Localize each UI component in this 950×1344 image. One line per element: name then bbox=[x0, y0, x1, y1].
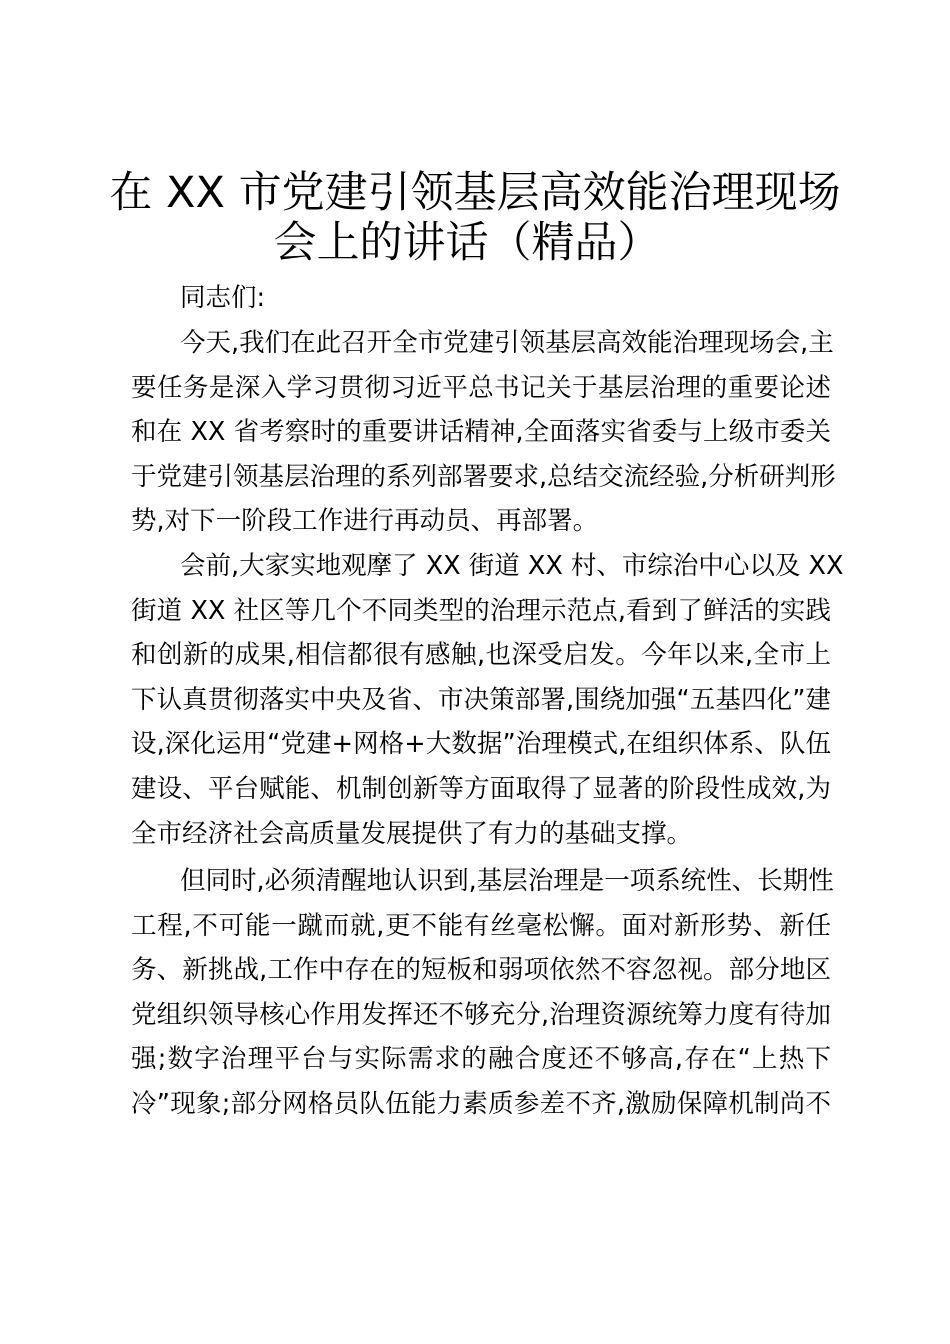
paragraph-2-line: 和创新的成果,相信都很有感触,也深受启发。今年以来,全市上 bbox=[131, 640, 831, 671]
paragraph-1-line: 于党建引领基层治理的系列部署要求,总结交流经验,分析研判形 bbox=[131, 461, 836, 492]
paragraph-3-line: 务、新挑战,工作中存在的短板和弱项依然不容忽视。部分地区 bbox=[131, 955, 831, 986]
paragraph-2-line: 下认真贯彻落实中央及省、市决策部署,围绕加强“五基四化”建 bbox=[131, 684, 831, 715]
paragraph-1-line: 今天,我们在此召开全市党建引领基层高效能治理现场会,主 bbox=[180, 328, 834, 358]
salutation: 同志们: bbox=[180, 283, 266, 313]
document-title-line-1: 在 XX 市党建引领基层高效能治理现场 bbox=[109, 168, 841, 218]
paragraph-3-line: 但同时,必须清醒地认识到,基层治理是一项系统性、长期性 bbox=[180, 866, 834, 896]
paragraph-1-line: 和在 XX 省考察时的重要讲话精神,全面落实省委与上级市委关 bbox=[131, 417, 831, 448]
document-title-line-2: 会上的讲话（精品） bbox=[273, 218, 661, 268]
paragraph-1-line: 要任务是深入学习贯彻习近平总书记关于基层治理的重要论述 bbox=[131, 372, 831, 403]
paragraph-2-line: 设,深化运用“党建+网格+大数据”治理模式,在组织体系、队伍 bbox=[131, 729, 831, 760]
paragraph-3-line: 工程,不可能一蹴而就,更不能有丝毫松懈。面对新形势、新任 bbox=[131, 910, 831, 941]
paragraph-1-line: 势,对下一阶段工作进行再动员、再部署。 bbox=[131, 506, 599, 537]
paragraph-3-line: 党组织领导核心作用发挥还不够充分,治理资源统筹力度有待加 bbox=[131, 999, 831, 1030]
paragraph-2-line: 会前,大家实地观摩了 XX 街道 XX 村、市综治中心以及 XX bbox=[180, 551, 844, 581]
paragraph-2-line: 街道 XX 社区等几个不同类型的治理示范点,看到了鲜活的实践 bbox=[131, 595, 831, 626]
paragraph-2-line: 建设、平台赋能、机制创新等方面取得了显著的阶段性成效,为 bbox=[131, 774, 831, 804]
paragraph-2-line: 全市经济社会高质量发展提供了有力的基础支撑。 bbox=[131, 818, 693, 849]
paragraph-3-line: 冷”现象;部分网格员队伍能力素质参差不齐,激励保障机制尚不 bbox=[131, 1089, 831, 1119]
paragraph-3-line: 强;数字治理平台与实际需求的融合度还不够高,存在“上热下 bbox=[131, 1044, 831, 1075]
